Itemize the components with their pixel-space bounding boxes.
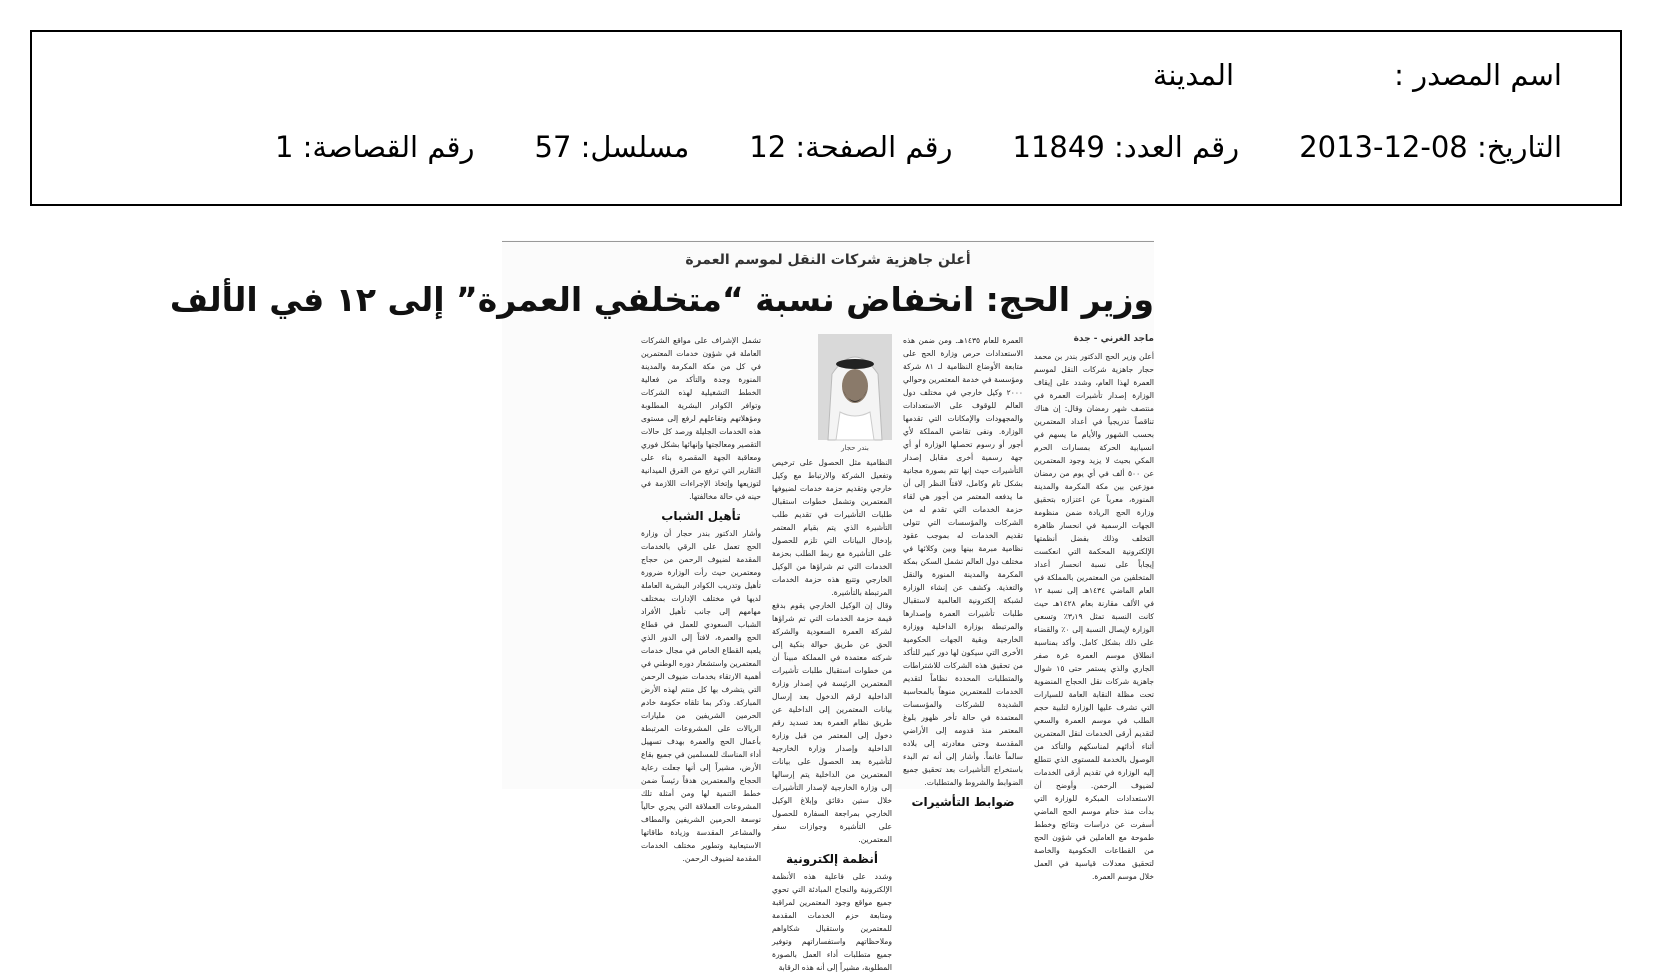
clip-value: 1	[274, 130, 294, 164]
subhead-visas: ضوابط التأشيرات	[911, 795, 1015, 809]
date-value: 2013-12-08	[1299, 130, 1468, 164]
issue-value: 11849	[1012, 130, 1105, 164]
minister-photo	[818, 334, 892, 440]
date-field	[1299, 130, 1562, 164]
column-4-top-text: تشمل الإشراف على مواقع الشركات العاملة في شؤون خدمات المعتمرين في كل من مكة المكرمة والمدينة المنورة وجدة والتأكد من فعالية الخطط التشغيلية لهذه الشركات وتوافر الكوادر البشرية المطلوبة ومؤهلاتهم وتفاعلهم لرفع إلى مستوى هذه الخدمات الجليلة ورصد كل حالات التقصير ومعالجتها وإنهائها بشكل فوري ومعاقبة الجهة المقصرة بناء على التقارير التي ترفع من الفرق الميدانية لتوزيعها وإتخاذ الإجراءات اللازمة في حينه في حالة مخالفتها.	[641, 336, 761, 501]
date-label: التاريخ:	[1476, 130, 1562, 164]
issue-label: رقم العدد:	[1114, 130, 1240, 164]
serial-value: 57	[534, 130, 572, 164]
column-2-text: العمرة للعام ١٤٣٥هـ. ومن ضمن هذه الاستعدادات حرص وزارة الحج على متابعة الأوضاع النظامية لـ ٨١ شركة ومؤسسة في خدمة المعتمرين وحوالي ٢٠٠٠ وكيل خارجي في مختلف دول العالم للوقوف على الاستعدادات والمجهودات والإمكانات التي تقدمها الوزارة. ونفى تقاضي المملكة لأي أجور أو رسوم تحصلها الوزارة أو أي جهة رسمية أخرى مقابل إصدار التأشيرات حيث إنها تتم بصورة مجانية بشكل تام وكامل، لافتاً النظر إلى أن ما يدفعه المعتمر من أجور هي لقاء حزمة الخدمات التي تقدم له من الشركات والمؤسسات التي تتولى تقديم الخدمات له بموجب عقود نظامية مبرمة بينها وبين وكلائها في مختلف دول العالم تشمل السكن بمكة المكرمة والمدينة المنورة والنقل والتغذية. وكشف عن إنشاء الوزارة لشبكة إلكترونية العالمية لاستقبال طلبات تأشيرات العمرة وإصدارها والمرتبطة بوزارة الداخلية ووزارة الخارجية وبقية الجهات الحكومية الأخرى التي سيكون لها دور كبير للتأكد من تحقيق هذه الشركات للاشتراطات والمتطلبات المحددة نظاماً لتقديم الخدمات للمعتمرين منوهاً بالمحاسبة الشديدة للشركات والمؤسسات المعتمدة في حالة تأخر ظهور بلوغ المعتمر منذ قدومه إلى الأراضي المقدسة وحتى مغادرته إلى بلاده سالماً غانماً. وأشار إلى أنه تم البدء باستخراج التأشيرات بعد تحقيق جميع الضوابط والشروط والمتطلبات.	[903, 336, 1023, 787]
source-value: المدينة	[1152, 58, 1235, 92]
source-row	[1153, 58, 1562, 92]
source-label: اسم المصدر :	[1394, 58, 1562, 92]
serial-label: مسلسل:	[580, 130, 690, 164]
source-info-box	[30, 30, 1622, 206]
metadata-row	[275, 130, 1562, 164]
column-1-text: أعلن وزير الحج الدكتور بندر بن محمد حجار جاهزية شركات النقل لموسم العمرة لهذا العام، وشدد على إيقاف الوزارة إصدار تأشيرات العمرة في منتصف شهر رمضان وقال: إن هناك تناقصاً تدريجياً في أعداد المعتمرين بحسب الشهور والأيام ما يسهم في انسيابية الحركة بمسارات الحرم المكي بحيث لا يزيد وجود المعتمرين عن ٥٠٠ ألف في أي يوم من رمضان موزعين بين مكة المكرمة والمدينة المنورة، معرباً عن اعتزازه بتحقيق وزارة الحج الريادة ضمن منظومة الجهات الرسمية في انحسار ظاهرة التخلف وذلك بفضل أنظمتها الإلكترونية المحكمة التي انعكست إيجاباً على نسبة انحسار أعداد المتخلفين من المعتمرين بالمملكة في العام الماضي ١٤٣٤هـ إلى نسبة ١٢ في الألف مقارنة بعام ١٤٢٨هـ حيث كانت النسبة تمثل ٣٫١٩٪ وتسعى الوزارة لإيصال النسبة إلى ٠٪ والقضاء على ذلك بشكل كامل. وأكد بمناسبة انطلاق موسم العمرة غرة صفر الجاري والذي يستمر حتى ١٥ شوال جاهزية شركات نقل الحجاج المنضوية تحت مظلة النقابة العامة للسيارات التي تشرف عليها الوزارة لتلبية حجم الطلب في موسم العمرة والسعي لتقديم أرقى الخدمات لنقل المعتمرين أثناء أدائهم لمناسكهم والتأكد من الوصول بالخدمة للمستوى الذي تتطلع إليه الوزارة في تقديم أرقى الخدمات لضيوف الرحمن. وأوضح أن الاستعدادات المبكرة للوزارة التي بدأت منذ ختام موسم الحج الماضي أسفرت عن دراسات ونتائج وخطط طموحة مع العاملين في شؤون الحج من القطاعات الحكومية والخاصة لتحقيق معدلات قياسية في العمل خلال موسم العمرة.	[1034, 352, 1155, 881]
column-3-bottom-text: وشدد على فاعلية هذه الأنظمة الإلكترونية والنجاح المبادئة التي تحوي جميع مواقع وجود المعتمرين لمراقبة ومتابعة حزم الخدمات المقدمة للمعتمرين واستقبال شكاواهم وملاحظاتهم واستفساراتهم وتوفير جميع متطلبات أداء العمل بالصورة المطلوبة، مشيراً إلى أنه هذه الرقابة	[772, 872, 892, 972]
serial-field	[535, 130, 690, 164]
photo-caption: بندر حجار	[841, 444, 869, 452]
article-kicker: أعلن جاهزية شركات النقل لموسم العمرة	[685, 252, 971, 268]
article-column-4	[641, 334, 761, 863]
issue-field	[1013, 130, 1240, 164]
article-column-1	[1034, 334, 1155, 881]
column-3-text: وقال إن الوكيل الخارجي يقوم بدفع قيمة حزمة الخدمات التي تم شراؤها لشركة العمرة السعودية والشركة الحق عن طريق حوالة بنكية إلى شركته معتمدة في المملكة مبيناً أن من خطوات استقبال طلبات تأشيرات المعتمرين الرئيسة في إصدار وزارة الداخلية لرقم الدخول بعد إرسال بيانات المعتمرين إلى الداخلية عن طريق نظام العمرة بعد تسديد رقم دخول إلى المعتمر من قبل وزارة الداخلية وإصدار وزارة الخارجية لتأشيرة بعد الحصول على بيانات المعتمرين من الداخلية يتم إرسالها إلى وزارة الخارجية لإصدار التأشيرات خلال ستين دقائق وإبلاغ الوكيل الخارجي بمراجعة السفارة للحصول على التأشيرة وجوازات سفر المعتمرين.	[772, 601, 892, 844]
page-field	[749, 130, 952, 164]
newspaper-clipping	[169, 240, 1155, 972]
article-headline: وزير الحج: انخفاض نسبة “متخلفي العمرة” إلى ١٢ في الألف	[169, 280, 1154, 319]
article-columns	[502, 334, 1155, 972]
clip-label: رقم القصاصة:	[302, 130, 475, 164]
article-column-2	[903, 334, 1023, 809]
subhead-electronic-systems: أنظمة إلكترونية	[786, 852, 878, 866]
portrait-image	[818, 334, 892, 440]
column-3-top-text: النظامية مثل الحصول على ترخيص وتفعيل الشركة والارتباط مع وكيل خارجي وتقديم حزمة خدمات لضيوفها المعتمرين وتشمل خطوات استقبال طلبات التأشيرات في تقديم طلب التأشيرة الذي يتم بقيام المعتمر بإدخال البيانات التي تلزم للحصول على التأشيرة مع ربط الطلب بحزمة الخدمات التي تم شراؤها من الوكيل الخارجي وتتبع هذه حزمة الخدمات المرتبطة بالتأشيرة.	[772, 458, 892, 597]
article-column-3	[772, 334, 892, 972]
divider	[502, 241, 1154, 242]
article-byline: ماجد الغرني - جدة	[1073, 334, 1154, 344]
clip-field	[275, 130, 475, 164]
page-value: 12	[749, 130, 787, 164]
subhead-youth-training: تأهيل الشباب	[661, 509, 741, 523]
page-label: رقم الصفحة:	[795, 130, 953, 164]
column-4-text: وأشار الدكتور بندر حجار أن وزارة الحج تعمل على الرقي بالخدمات المقدمة لضيوف الرحمن من حجاج ومعتمرين حيث رأت الوزارة ضرورة تأهيل وتدريب الكوادر البشرية العاملة لديها في مختلف الإدارات بمختلف مهامهم إلى جانب تأهيل الأفراد الشباب السعودي للعمل في قطاع الحج والعمرة، لافتاً إلى الدور الذي يلعبه القطاع الخاص في مجال خدمات المعتمرين واستشعار دوره الوطني في أهمية الارتقاء بخدمات ضيوف الرحمن التي يتشرف بها كل منتم لهذه الأرض المباركة. وذكر بما تلقاه حكومة خادم الحرمين الشريفين من مليارات الريالات على المشروعات المرتبطة بأعمال الحج والعمرة بهدف تسهيل أداء المناسك للمسلمين في جميع بقاع الأرض، مشيراً إلى أنها جعلت رعاية الحجاج والمعتمرين هدفاً رئيساً ضمن خطط التنمية لها ومن أمثلة تلك المشروعات العملاقة التي يجري حالياً توسعة الحرمين الشريفين والمطاف والمشاعر المقدسة وزيادة طاقاتها الاستيعابية وتطوير مختلف الخدمات المقدمة لضيوف الرحمن.	[641, 529, 761, 863]
